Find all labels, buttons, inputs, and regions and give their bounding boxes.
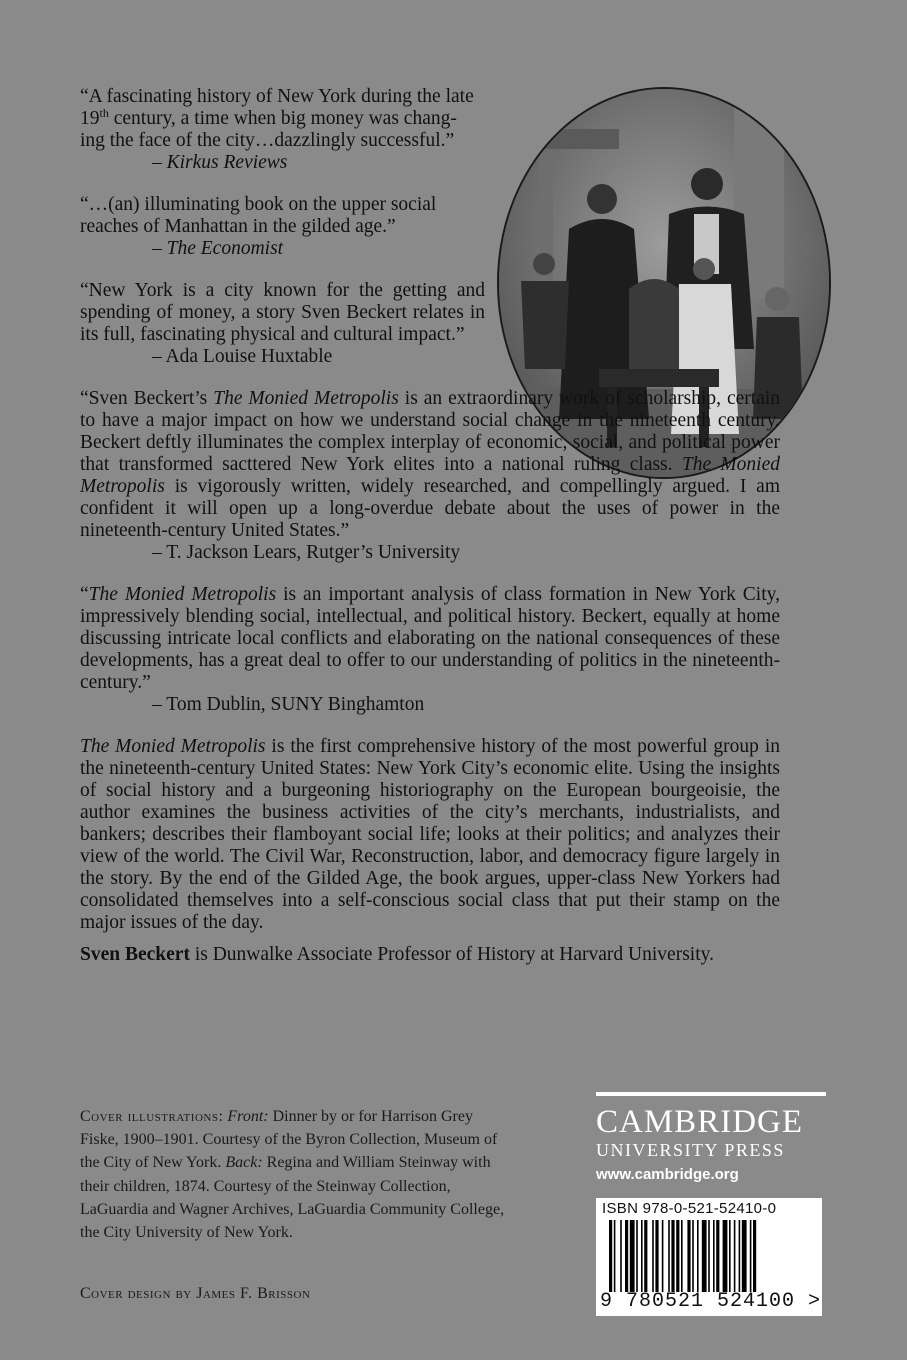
quote-source: – Kirkus Reviews [152,152,288,173]
barcode-bar [655,1220,658,1292]
barcode-bar [702,1220,707,1292]
publisher-url[interactable]: www.cambridge.org [596,1166,739,1183]
description-body: is the first comprehensive history of the most powerful group in the nineteenth-century United States: New York City’s economic elite. Using the insights of social history and a burgeoning historiography on the European bourgeoisie, the author examines the business activities of the city’s merchants, industrialists, and bankers; describes their flamboyant social life; looks at their politics; and analyzes their view of the world. The Civil War, Reconstruction, labor, and democracy figure largely in the story. By the end of the Gilded Age, the book argues, upper-class New Yorkers had consolidated themselves into a self-conscious social class that put their stamp on the major issues of the day. [80,736,780,933]
quote-text [80,388,780,542]
quote-source: – The Economist [152,238,284,259]
quote-line-3: ing the face of the city…dazzlingly successful.” [80,130,455,151]
quote-text [80,86,535,152]
publisher-subtitle: UNIVERSITY PRESS [596,1140,785,1160]
barcode-bars [599,1220,819,1292]
quote-post: is vigorously written, widely researched, and compellingly argued. I am confident it will open up a long-overdue debate about the uses of power in the nineteenth-century United States.” [80,476,780,541]
barcode-bar [697,1220,699,1292]
book-description [80,736,780,966]
barcode-bar [676,1220,679,1292]
barcode-bar [652,1220,654,1292]
credits-label: Cover illustrations: [80,1108,224,1125]
barcode-bar [671,1220,674,1292]
barcode-bar [636,1220,638,1292]
book-title: The Monied Metropolis [88,584,277,605]
quote-source: – T. Jackson Lears, Rutger’s University [152,542,461,563]
barcode-bar [641,1220,643,1292]
front-label: Front: [227,1108,269,1125]
barcode-bar [716,1220,719,1292]
superscript-th: th [99,106,109,120]
barcode-bar [625,1220,628,1292]
quote-source: – Ada Louise Huxtable [152,346,333,367]
author-bio-text: is Dunwalke Associate Professor of History at Harvard University. [189,944,714,965]
barcode-bar [713,1220,715,1292]
front-credit: Dinner by or for Harrison Grey Fiske, 1900–1901. Courtesy of the Byron Collection, Museum of the City of New York. [80,1108,498,1172]
quote-post: is an important analysis of class formation in New York City, impressively blending social, intellectual, and political history. Beckert, equally at home discussing intricate local conflicts and elaborating on the national consequences of these developments, has a great deal to offer to our understanding of politics in the nineteenth-century.” [80,584,780,693]
back-credit: Regina and William Steinway with their children, 1874. Courtesy of the Steinway Collection, LaGuardia and Wagner Archives, LaGuardia Community College, the City University of New York. [80,1154,505,1242]
barcode-bar [668,1220,670,1292]
quote-economist [80,194,485,260]
quote-line-1: “A fascinating history of New York during the late [80,86,474,107]
quote-lears [80,388,780,564]
quote-huxtable [80,280,485,368]
barcode-bar [687,1220,690,1292]
barcode-bar [662,1220,664,1292]
barcode-bar [723,1220,728,1292]
barcode-bar [692,1220,694,1292]
book-title: The Monied Metropolis [80,736,266,757]
book-title: The Monied Metropolis [80,454,780,497]
barcode-bar [620,1220,622,1292]
quote-pre: “ [80,584,89,605]
cover-design-credit: Cover design by James F. Brisson [80,1285,311,1302]
author-bio [80,944,780,966]
cover-credits [80,1105,505,1244]
quote-kirkus [80,86,535,174]
barcode-bar [750,1220,752,1292]
book-title: The Monied Metropolis [213,388,399,409]
back-label: Back: [225,1154,263,1172]
isbn-label: ISBN 978-0-521-52410-0 [602,1200,777,1217]
quote-line-2: century, a time when big money was chang- [113,108,457,129]
barcode-bar [753,1220,756,1292]
author-name: Sven Beckert [80,944,190,965]
barcode-bar [742,1220,747,1292]
publisher-name: CAMBRIDGE [596,1104,804,1140]
quote-dublin [80,584,780,716]
review-quotes [80,86,780,966]
isbn-barcode [596,1198,822,1316]
barcode-bar [630,1220,635,1292]
description-text [80,736,780,934]
quote-text [80,584,780,694]
quote-text: “…(an) illuminating book on the upper social reaches of Manhattan in the gilded age.” [80,194,437,237]
publisher-logo [596,1092,826,1194]
barcode-bar [729,1220,731,1292]
quote-century-number: 19 [80,108,100,129]
barcode-bar [708,1220,710,1292]
barcode-bar [681,1220,683,1292]
barcode-bar [644,1220,647,1292]
quote-pre: “Sven Beckert’s [80,388,214,409]
quote-source: – Tom Dublin, SUNY Binghamton [152,694,425,715]
barcode-bar [609,1220,612,1292]
barcode-bar [739,1220,741,1292]
barcode-bar [734,1220,736,1292]
barcode-bar [614,1220,616,1292]
barcode-digits: 9 780521 524100 > [600,1290,822,1313]
quote-text: “New York is a city known for the getting and spending of money, a story Sven Beckert relates in its full, fascinating physical and cultural impact.” [80,280,485,345]
quote-mid: is an extraordinary work of scholarship, certain to have a major impact on how we understand social change in the nineteenth century. Beckert deftly illuminates the complex interplay of economic, social, and political power that transformed sacttered New York elites into a national ruling class. [80,388,781,475]
